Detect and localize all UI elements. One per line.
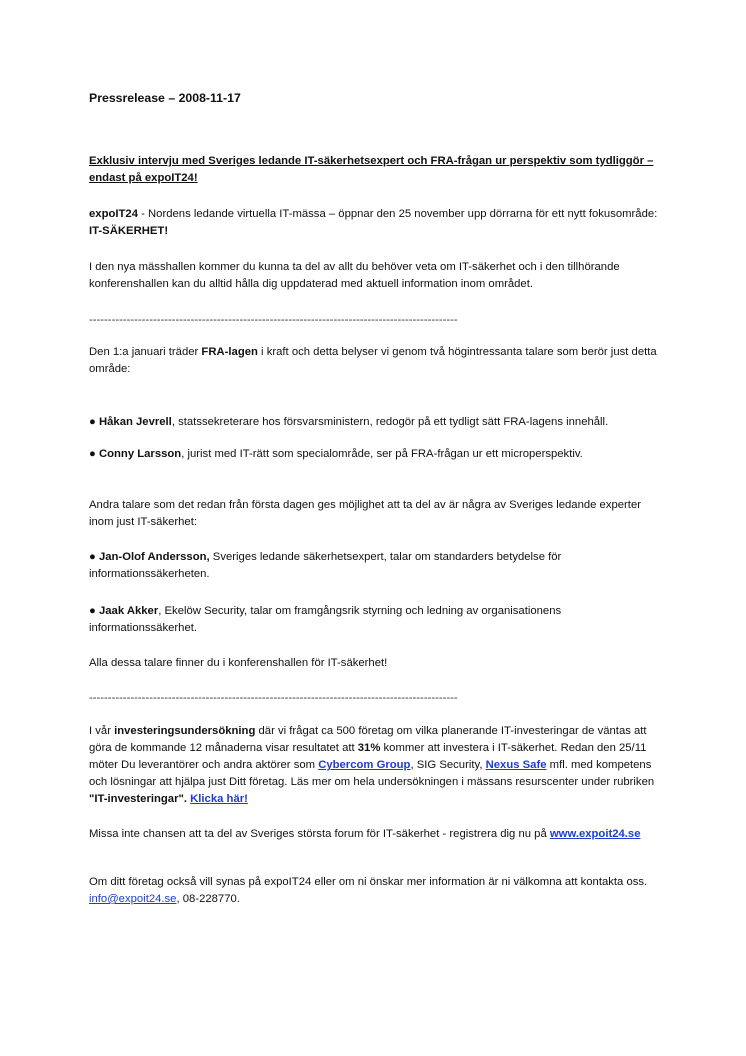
survey-paragraph: I vår investeringsundersökning där vi frågat ca 500 företag om vilka planerande IT-investeringar de väntas att göra de kommande 12 månaderna visar resultatet att 31% kommer att investera i IT-säkerhet. Redan den 25/11 möter Du leverantörer och andra aktörer som Cybercom Group, SIG Security, Nexus Safe mfl. med kompetens och lösningar att hjälpa just Ditt företag. Läs mer om hela undersökningen i mässans resurscenter under rubriken "IT-investeringar". Klicka här! [89, 725, 655, 805]
brand-name: expoIT24 [89, 208, 138, 220]
speaker-name: Jaak Akker [98, 605, 159, 617]
phone-number: , 08-228770. [176, 893, 240, 905]
separator-line: -------------------------------------------------------------------------------------------------- [89, 692, 458, 704]
separator-line: -------------------------------------------------------------------------------------------------- [89, 314, 458, 326]
speaker-item [89, 446, 664, 463]
bullet-icon: ● [89, 551, 96, 563]
fra-law: FRA-lagen [201, 346, 258, 358]
fra-paragraph: Den 1:a januari träder FRA-lagen i kraft och detta belyser vi genom två högintressanta talare som berör just detta område: [89, 346, 657, 375]
register-paragraph: Missa inte chansen att ta del av Sveriges största forum för IT-säkerhet - registrera dig nu på www.expoit24.se [89, 828, 641, 840]
click-here-link[interactable]: Klicka här! [190, 793, 248, 805]
speaker-name: Håkan Jevrell [98, 416, 172, 428]
speaker-desc: , statssekreterare hos försvarsministern, redogör på ett tydligt sätt FRA-lagens innehåll. [171, 416, 609, 428]
contact-paragraph: Om ditt företag också vill synas på expoIT24 eller om ni önskar mer information är ni välkomna att kontakta oss. info@expoit24.se, 08-228770. [89, 876, 648, 905]
speaker-desc: , Ekelöw Security, talar om framgångsrik styrning och ledning av organisationens informationssäkerhet. [89, 605, 562, 634]
bullet-icon: ● [89, 605, 96, 617]
hall-paragraph: I den nya mässhallen kommer du kunna ta del av allt du behöver veta om IT-säkerhet och i den tillhörande konferenshallen kan du alltid hålla dig uppdaterad med aktuell information inom området. [89, 261, 620, 290]
resource-heading: "IT-investeringar". [89, 793, 187, 805]
nexus-safe-link[interactable]: Nexus Safe [485, 759, 547, 771]
speaker-name: Conny Larsson [98, 448, 182, 460]
cybercom-link[interactable]: Cybercom Group [318, 759, 411, 771]
speaker-desc: , jurist med IT-rätt som specialområde, ser på FRA-frågan ur ett microperspektiv. [181, 448, 583, 460]
survey-name: investeringsundersökning [114, 725, 256, 737]
all-speakers-note: Alla dessa talare finner du i konferenshallen för IT-säkerhet! [89, 657, 388, 669]
speaker-item [89, 414, 664, 431]
bullet-icon: ● [89, 416, 96, 428]
email-link[interactable]: info@expoit24.se [89, 893, 177, 905]
focus-area: IT-SÄKERHET! [89, 225, 169, 237]
intro-text: - Nordens ledande virtuella IT-mässa – öppnar den 25 november upp dörrarna för ett nytt fokusområde: [137, 208, 658, 220]
speaker-name: Jan-Olof Andersson, [98, 551, 210, 563]
bullet-icon: ● [89, 448, 96, 460]
other-speakers-intro: Andra talare som det redan från första dagen ges möjlighet att ta del av är några av Sveriges ledande experter inom just IT-säkerhet: [89, 499, 641, 528]
intro-paragraph [89, 206, 664, 240]
headline: Exklusiv intervju med Sveriges ledande IT-säkerhetsexpert och FRA-frågan ur perspektiv som tydliggör – endast på expoIT24! [89, 155, 654, 184]
survey-percent: 31% [357, 742, 381, 754]
speaker-item [89, 603, 664, 637]
speaker-item [89, 549, 664, 583]
website-link[interactable]: www.expoit24.se [549, 828, 641, 840]
speaker-desc: Sveriges ledande säkerhetsexpert, talar om standarders betydelse för informationssäkerheten. [89, 551, 562, 580]
press-release-title: Pressrelease – 2008-11-17 [89, 91, 241, 105]
